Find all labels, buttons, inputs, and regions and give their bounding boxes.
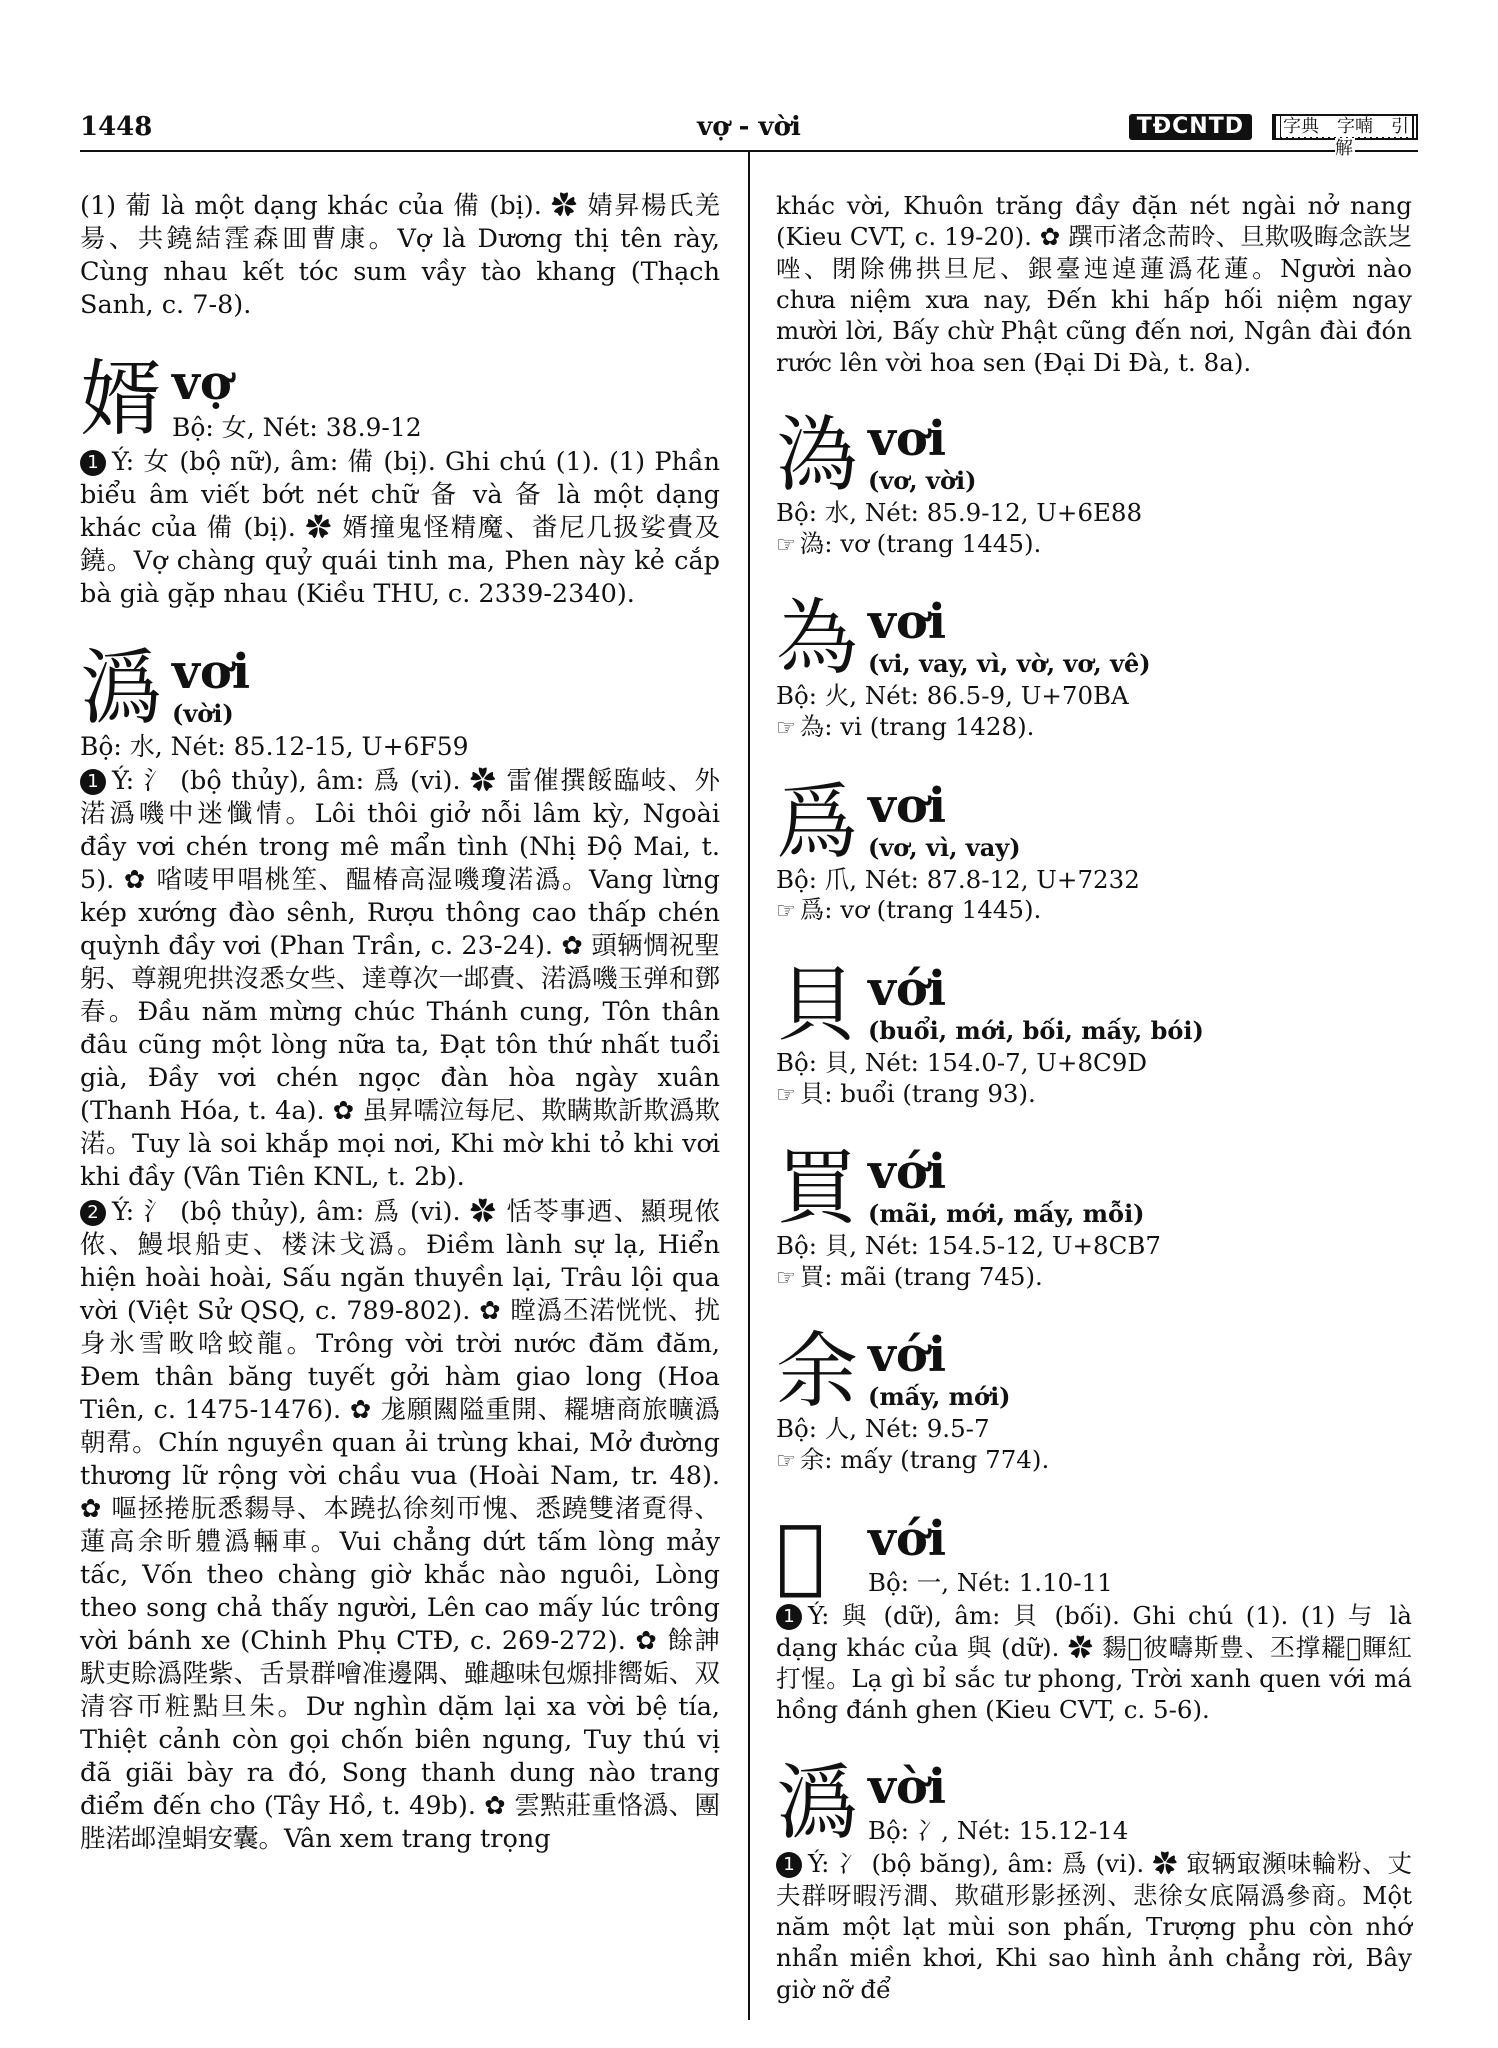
entry-cross-reference bbox=[776, 712, 1412, 745]
entry-radical-strokes: Bộ: 貝, Nét: 154.5-12, U+8CB7 bbox=[776, 1231, 1161, 1261]
entry-glyph: 余 bbox=[776, 1324, 859, 1420]
pointing-hand-icon: ☞ bbox=[776, 716, 796, 742]
pointing-hand-icon: ☞ bbox=[776, 1082, 796, 1108]
continued-paragraph: (1) 葡 là một dạng khác của 備 (bị). ✿ 婧昇楊氏羌昜、共鐃結霔森囬曹康。Vợ là Dương thị tên rày, Cùng nhau kết tóc sum vầy tào khang (Thạch Sanh, c. 7-8). bbox=[80, 191, 720, 320]
right-column bbox=[776, 190, 1412, 2005]
entry-headword: vơi bbox=[868, 777, 947, 834]
cross-reference-text: 買: mãi (trang 745). bbox=[799, 1261, 1043, 1291]
sense-text: Ý: 氵 (bộ thủy), âm: 爲 (vi). ✿ 恬苓事迺、顯現侬侬、鰻垠船吏、楼沫戈潙。Điềm lành sự lạ, Hiển hiện hoài hoài, Sấu ngăn thuyền lại, Trâu lội qua vời (Việt Sử QSQ, c. 789-802). ✿ 瞠潙丕渃恍恍、扰身氷雪畋唅蛟龍。Trông vời trời nước đăm đăm, Đem thân băng tuyết gởi hàm giao long (Hoa Tiên, c. 1475-1476). ✿ 尨願闗隘重開、䎱塘商旅曠潙朝帬。Chín nguyền quan ải trùng khai, Mở đường thương lữ rộng vời chầu vua (Hoài Nam, tr. 48). ✿ 嘔拯捲朊悉䵘㝵、本蹺払徐刻帀愧、悉蹺雙渚覔得、蓮高余昕軆潙輛車。Vui chẳng dứt tấm lòng mảy tấc, Vốn theo chàng giờ khắc nào nguôi, Lòng theo song chả thấy người, Lên cao mấy lúc trông vời bánh xe (Chinh Phụ CTĐ, c. 269-272). ✿ 餘訷䭾吏賒潙陛紫、舌景群噲准邊隅、雖趣味包㷧排嚮姤、双清容帀粧點旦朱。Dư nghìn dặm lại xa vời bệ tía, Thiệt cảnh còn gọi chốn biên ngung, Tuy thú vị đã giãi bày ra đó, Song thanh dung nào trang điểm đến cho (Tây Hồ, t. 49b). ✿ 雲㸃莊重恪潙、團䏶渃䢺湟蜎安囊。Vân xem trang trọng bbox=[80, 1197, 720, 1854]
entry-voi-4 bbox=[776, 958, 1412, 1111]
entry-sense bbox=[80, 446, 720, 611]
sense-number-icon: 1 bbox=[80, 450, 106, 476]
entry-radical-strokes: Bộ: 水, Nét: 85.9-12, U+6E88 bbox=[776, 498, 1143, 528]
sense-text: Ý: 與 (dữ), âm: 貝 (bối). Ghi chú (1). (1) 与 là dạng khác của 與 (dữ). ✿ 䵘𣌋彼疇斯豊、丕撑䎱𢀨賱紅打惺。Lạ gì bỉ sắc tư phong, Trời xanh quen với má hồng đánh ghen (Kieu CVT, c. 5-6). bbox=[776, 1601, 1412, 1725]
entry-radical-strokes: Bộ: 爪, Nét: 87.8-12, U+7232 bbox=[776, 864, 1140, 894]
entry-radical-strokes: Bộ: 人, Nét: 9.5-7 bbox=[776, 1414, 990, 1444]
pointing-hand-icon: ☞ bbox=[776, 532, 796, 558]
entry-radical-strokes: Bộ: 女, Nét: 38.9-12 bbox=[172, 413, 422, 442]
entry-glyph: 為 bbox=[776, 591, 859, 687]
entry-voi-6 bbox=[776, 1324, 1412, 1477]
entry-cross-reference bbox=[776, 1262, 1412, 1295]
dictionary-logo bbox=[1272, 114, 1418, 159]
sense-text: Ý: 女 (bộ nữ), âm: 備 (bị). Ghi chú (1). (1) Phần biểu âm viết bớt nét chữ 备 và 备 là một dạng khác của 備 (bị). ✿ 婿撞鬼怪精魔、畨尼几扱娑䝴及鐃。Vợ chàng quỷ quái tinh ma, Phen này kẻ cắp bà già gặp nhau (Kiều THU, c. 2339-2340). bbox=[80, 447, 720, 609]
entry-voi-5 bbox=[776, 1141, 1412, 1294]
entry-sense bbox=[80, 1196, 720, 1856]
entry-cross-reference bbox=[776, 1445, 1412, 1478]
running-header bbox=[80, 108, 1418, 159]
entry-variants: (mãi, mới, mấy, mỗi) bbox=[868, 1199, 1145, 1229]
entry-voi bbox=[80, 641, 720, 1856]
entry-sense bbox=[80, 765, 720, 1194]
cross-reference-text: 為: vi (trang 1428). bbox=[799, 712, 1035, 742]
pointing-hand-icon: ☞ bbox=[776, 1265, 796, 1291]
entry-radical-strokes: Bộ: 水, Nét: 85.12-15, U+6F59 bbox=[80, 732, 469, 761]
entry-glyph: 買 bbox=[776, 1141, 859, 1237]
column-divider bbox=[748, 152, 750, 2020]
entry-headword: với bbox=[868, 1510, 947, 1567]
sense-number-icon: 1 bbox=[80, 769, 106, 795]
pointing-hand-icon: ☞ bbox=[776, 1449, 796, 1475]
entry-radical-strokes: Bộ: 一, Nét: 1.10-11 bbox=[868, 1567, 1113, 1597]
entry-glyph: 潙 bbox=[776, 1755, 859, 1851]
entry-variants: (vơ, vời) bbox=[868, 466, 977, 496]
running-title: vợ - vời bbox=[697, 112, 801, 142]
dictionary-logo-text: 字典 字喃 引解 bbox=[1283, 116, 1409, 159]
entry-headword: với bbox=[868, 960, 947, 1017]
entry-headword: với bbox=[868, 1144, 947, 1201]
entry-glyph: 潙 bbox=[80, 641, 163, 736]
entry-glyph: 爲 bbox=[776, 774, 859, 870]
cross-reference-text: 貝: buổi (trang 93). bbox=[799, 1078, 1036, 1108]
entry-cross-reference bbox=[776, 895, 1412, 928]
entry-headword: vời bbox=[868, 1758, 947, 1815]
pointing-hand-icon: ☞ bbox=[776, 899, 796, 925]
entry-variants: (vơ, vì, vay) bbox=[868, 832, 1021, 862]
entry-radical-strokes: Bộ: 貝, Nét: 154.0-7, U+8C9D bbox=[776, 1047, 1148, 1077]
entry-voi-7 bbox=[776, 1508, 1412, 1726]
left-column bbox=[80, 190, 720, 1856]
entry-glyph: 溈 bbox=[776, 408, 859, 504]
entry-headword: vơi bbox=[868, 594, 947, 651]
entry-glyph: 婿 bbox=[80, 352, 163, 447]
cross-reference-text: 溈: vơ (trang 1445). bbox=[799, 528, 1042, 558]
entry-voi-8 bbox=[776, 1756, 1412, 2005]
cross-reference-text: 爲: vơ (trang 1445). bbox=[799, 895, 1042, 925]
entry-variants: (vời) bbox=[172, 699, 234, 728]
entry-sense bbox=[776, 1600, 1412, 1725]
sense-number-icon: 1 bbox=[776, 1852, 802, 1878]
continued-paragraph: khác vời, Khuôn trăng đầy đặn nét ngài nở nang (Kieu CVT, c. 19-20). ✿ 䠣帀渚念荋昤、旦欺吸晦念䛈㞫唑、閉除佛拱旦尼、銀臺迍逴蓮潙花蓮。Người nào chưa niệm xưa nay, Đến khi hấp hối niệm ngay mười lời, Bấy chừ Phật cũng đến nơi, Ngân đài đón rước lên vời hoa sen (Đại Di Đà, t. 8a). bbox=[776, 191, 1412, 377]
entry-glyph: 貝 bbox=[776, 957, 859, 1053]
entry-sense bbox=[776, 1848, 1412, 2005]
entry-radical-strokes: Bộ: 火, Nét: 86.5-9, U+70BA bbox=[776, 681, 1129, 711]
entry-voi-1 bbox=[776, 408, 1412, 561]
entry-headword: với bbox=[868, 1327, 947, 1384]
entry-variants: (vi, vay, vì, vờ, vơ, vê) bbox=[868, 649, 1151, 679]
page-number: 1448 bbox=[80, 112, 153, 142]
entry-cross-reference bbox=[776, 1079, 1412, 1112]
sense-text: Ý: 氵 (bộ thủy), âm: 爲 (vi). ✿ 雷催撰餒臨岐、外渃潙嘰中迷懺情。Lôi thôi giở nỗi lâm kỳ, Ngoài đầy vơi chén trong mê mẩn tình (Nhị Độ Mai, t. 5). ✿ 㗂唛甲唱桃笙、醖椿高湿嘰瓊渃潙。Vang lừng kép xướng đào sênh, Rượu thông cao thấp chén quỳnh đầy vơi (Phan Trần, c. 23-24). ✿ 頭辆惆祝聖躬、尊親兜拱沒悉女些、達尊次一䢺䝴、渃潙嘰玉弹和鄧春。Đầu năm mừng chúc Thánh cung, Tôn thân đâu cũng một lòng nữa ta, Đạt tôn thứ nhất tuổi già, Đầy vơi chén ngọc đàn hòa ngày xuân (Thanh Hóa, t. 4a). ✿ 虽昇嚅泣每尼、欺瞒欺訢欺潙欺渃。Tuy là soi khắp mọi nơi, Khi mờ khi tỏ khi vơi khi đầy (Vân Tiên KNL, t. 2b). bbox=[80, 766, 720, 1192]
entry-headword: vợ bbox=[172, 355, 232, 411]
entry-voi-3 bbox=[776, 775, 1412, 928]
entry-headword: vơi bbox=[868, 411, 947, 468]
sense-text: Ý: 冫 (bộ băng), âm: 爲 (vi). ✿ 㝡辆㝡瀕味輪粉、丈夫群呀暇汚澗、欺䃊形影拯洌、悲徐女底隔潙參商。Một năm một lạt mùi son phấn, Trượng phu còn nhớ nhẩn miền khơi, Khi sao hình ảnh chẳng rời, Bây giờ nỡ để bbox=[776, 1849, 1412, 2004]
entry-vo bbox=[80, 352, 720, 611]
publisher-logo: TĐCNTD bbox=[1129, 114, 1252, 140]
entry-headword: vơi bbox=[172, 644, 251, 700]
entry-voi-2 bbox=[776, 591, 1412, 744]
entry-glyph: 𢀨 bbox=[776, 1507, 826, 1603]
sense-number-icon: 1 bbox=[776, 1604, 802, 1630]
entry-cross-reference bbox=[776, 529, 1412, 562]
entry-radical-strokes: Bộ: 冫, Nét: 15.12-14 bbox=[868, 1815, 1129, 1845]
cross-reference-text: 余: mấy (trang 774). bbox=[799, 1445, 1050, 1475]
entry-variants: (buổi, mới, bối, mấy, bói) bbox=[868, 1015, 1204, 1045]
sense-number-icon: 2 bbox=[80, 1200, 106, 1226]
entry-variants: (mấy, mới) bbox=[868, 1382, 1011, 1412]
